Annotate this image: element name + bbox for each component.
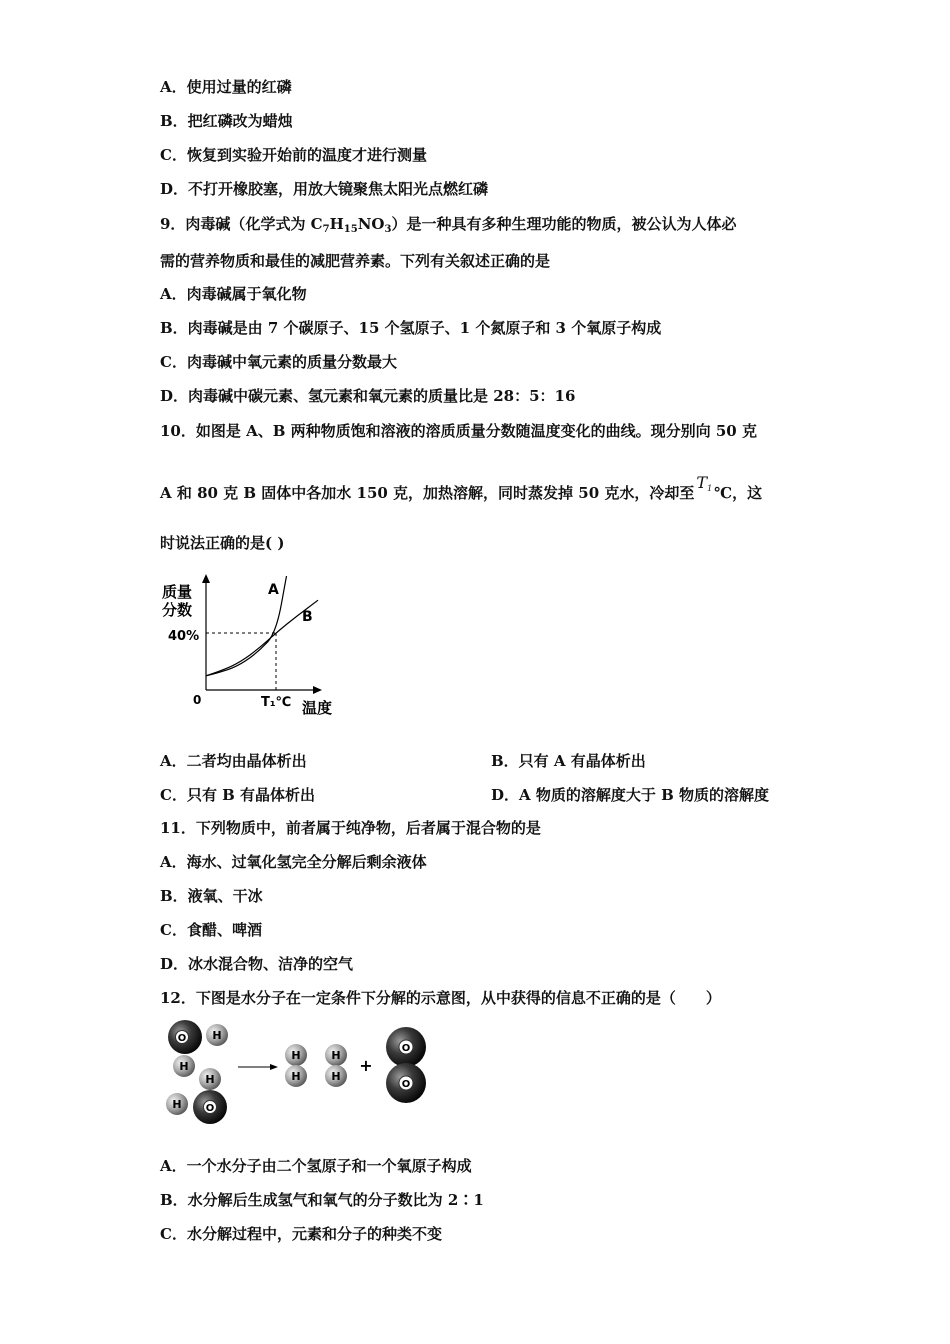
hydrogen-molecule-1	[285, 1044, 307, 1087]
q11-option-a: A．海水、过氧化氢完全分解后剩余液体	[160, 853, 427, 871]
hydrogen-atom-label: H	[212, 1029, 222, 1042]
oxygen-molecule	[386, 1027, 426, 1103]
q8-option-d: D．不打开橡胶塞，用放大镜聚焦太阳光点燃红磷	[160, 180, 489, 198]
q9-stem-line1: 9．肉毒碱（化学式为 $C_7H_{15}NO_3$）是一种具有多种生理功能的物质，被公认为人体必	[160, 215, 737, 235]
q10-stem-line3: 时说法正确的是( )	[160, 534, 285, 552]
reaction-arrow-head	[270, 1064, 278, 1070]
oxygen-atom-label: O	[177, 1033, 187, 1044]
q12-option-a: A．一个水分子由二个氢原子和一个氧原子构成	[160, 1157, 472, 1175]
q9-option-a: A．肉毒碱属于氧化物	[160, 285, 307, 303]
hydrogen-atom-label: H	[291, 1070, 301, 1083]
water-molecule-1	[168, 1020, 228, 1077]
plus-sign: +	[359, 1056, 373, 1075]
q10-option-c: C．只有 B 有晶体析出	[160, 786, 316, 804]
q8-option-b: B．把红磷改为蜡烛	[160, 112, 293, 130]
q8-option-a: A．使用过量的红磷	[160, 78, 292, 96]
chart-ylabel-2: 分数	[162, 601, 193, 619]
chart-ylabel-1: 质量	[162, 583, 193, 601]
q10-option-b: B．只有 A 有晶体析出	[491, 752, 646, 770]
q11-stem: 11．下列物质中，前者属于纯净物，后者属于混合物的是	[160, 819, 541, 837]
hydrogen-atom-label: H	[205, 1073, 215, 1086]
hydrogen-atom-label: H	[172, 1098, 182, 1111]
q9-option-b: B．肉毒碱是由 7 个碳原子、15 个氢原子、1 个氮原子和 3 个氧原子构成	[160, 319, 662, 337]
q8-option-c: C．恢复到实验开始前的温度才进行测量	[160, 146, 427, 164]
q12-option-b: B．水分解后生成氢气和氧气的分子数比为 2∶1	[160, 1191, 484, 1209]
q10-option-d: D．A 物质的溶解度大于 B 物质的溶解度	[491, 786, 769, 804]
q9-stem-line2: 需的营养物质和最佳的减肥营养素。下列有关叙述正确的是	[160, 252, 551, 270]
hydrogen-atom-label: H	[331, 1049, 341, 1062]
hydrogen-atom-label: H	[331, 1070, 341, 1083]
oxygen-atom-label: O	[401, 1043, 411, 1054]
water-molecule-2	[166, 1068, 227, 1124]
t1-symbol: $T_1$	[696, 473, 713, 493]
q12-stem: 12．下图是水分子在一定条件下分解的示意图，从中获得的信息不正确的是（ ）	[160, 989, 721, 1007]
q10-option-a: A．二者均由晶体析出	[160, 752, 307, 770]
x-axis-arrow	[313, 686, 322, 694]
chart-xtick-t1: T₁℃	[261, 695, 292, 710]
chart-curve-a-label: A	[268, 582, 279, 598]
hydrogen-molecule-2	[325, 1044, 347, 1087]
q12-option-c: C．水分解过程中，元素和分子的种类不变	[160, 1225, 442, 1243]
q9-option-d: D．肉毒碱中碳元素、氢元素和氧元素的质量比是 28：5：16	[160, 387, 576, 405]
q9-option-c: C．肉毒碱中氧元素的质量分数最大	[160, 353, 397, 371]
q10-stem-line1: 10．如图是 A、B 两种物质饱和溶液的溶质质量分数随温度变化的曲线。现分别向 50 克	[160, 422, 757, 440]
chart-curve-b-label: B	[302, 609, 313, 625]
chart-axes	[202, 574, 322, 694]
hydrogen-atom-label: H	[179, 1060, 189, 1073]
chart-ytick-40: 40%	[168, 629, 200, 644]
water-decomposition-diagram	[160, 1020, 440, 1130]
q11-option-c: C．食醋、啤酒	[160, 921, 262, 939]
y-axis-arrow	[202, 574, 210, 583]
oxygen-atom-label: O	[205, 1103, 215, 1114]
q10-stem-line2: A 和 80 克 B 固体中各加水 150 克，加热溶解，同时蒸发掉 50 克水，冷却至$T_1$ ℃，这	[160, 473, 763, 502]
q11-option-d: D．冰水混合物、洁净的空气	[160, 955, 354, 973]
chart-origin: 0	[193, 693, 202, 707]
hydrogen-atom-label: H	[291, 1049, 301, 1062]
q11-option-b: B．液氧、干冰	[160, 887, 263, 905]
solubility-chart	[160, 572, 360, 722]
chart-marks	[206, 576, 318, 690]
oxygen-atom-label: O	[401, 1079, 411, 1090]
chart-xlabel: 温度	[302, 699, 333, 717]
